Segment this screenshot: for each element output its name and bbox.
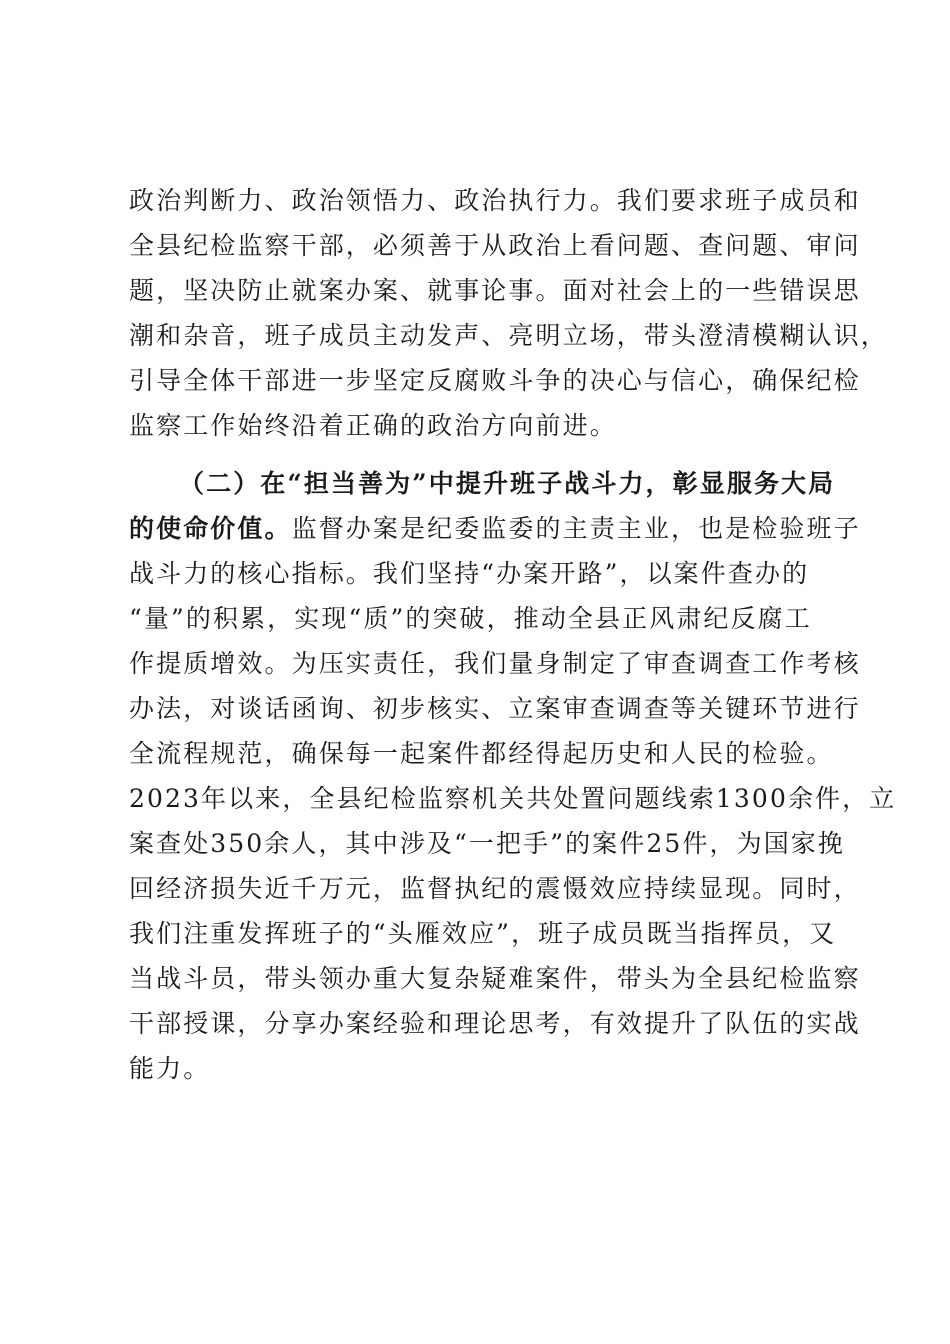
text-line: 监察工作始终沿着正确的政治方向前进。 [129, 411, 617, 440]
text-line: 我们注重发挥班子的“头雁效应”，班子成员既当指挥员，又 [129, 919, 837, 948]
paragraph-combat-ability [129, 461, 897, 1091]
text-line [129, 506, 861, 551]
text-line: 战斗力的核心指标。我们坚持“办案开路”，以案件查办的 [129, 559, 810, 588]
text-line: 全县纪检监察干部，必须善于从政治上看问题、查问题、审问 [129, 231, 861, 260]
text-line: 回经济损失近千万元，监督执纪的震慑效应持续显现。同时， [129, 874, 861, 903]
text-line: 当战斗员，带头领办重大复杂疑难案件，带头为全县纪检监察 [129, 964, 861, 993]
text-line: “量”的积累，实现“质”的突破，推动全县正风肃纪反腐工 [129, 604, 812, 633]
paragraph-lead-text: 监督办案是纪委监委的主责主业，也是检验班子 [291, 514, 861, 543]
text-line: 潮和杂音，班子成员主动发声、亮明立场，带头澄清模糊认识， [129, 321, 888, 350]
text-line: 作提质增效。为压实责任，我们量身制定了审查调查工作考核 [129, 649, 861, 678]
text-line: 2023年以来，全县纪检监察机关共处置问题线索1300余件，立 [129, 784, 897, 813]
paragraph-political-ability [129, 178, 888, 448]
text-line: 办法，对谈话函询、初步核实、立案审查调查等关键环节进行 [129, 694, 861, 723]
text-line: 政治判断力、政治领悟力、政治执行力。我们要求班子成员和 [129, 186, 861, 215]
text-line: 引导全体干部进一步坚定反腐败斗争的决心与信心，确保纪检 [129, 366, 861, 395]
text-line: 全流程规范，确保每一起案件都经得起历史和人民的检验。 [129, 739, 834, 768]
text-line: 案查处350余人，其中涉及“一把手”的案件25件，为国家挽 [129, 829, 845, 858]
section-heading: （二）在“担当善为”中提升班子战斗力，彰显服务大局 [179, 469, 836, 498]
text-line: 能力。 [129, 1054, 211, 1083]
text-line: 题，坚决防止就案办案、就事论事。面对社会上的一些错误思 [129, 276, 861, 305]
section-heading-continued: 的使命价值。 [129, 514, 292, 543]
text-line: 干部授课，分享办案经验和理论思考，有效提升了队伍的实战 [129, 1009, 861, 1038]
